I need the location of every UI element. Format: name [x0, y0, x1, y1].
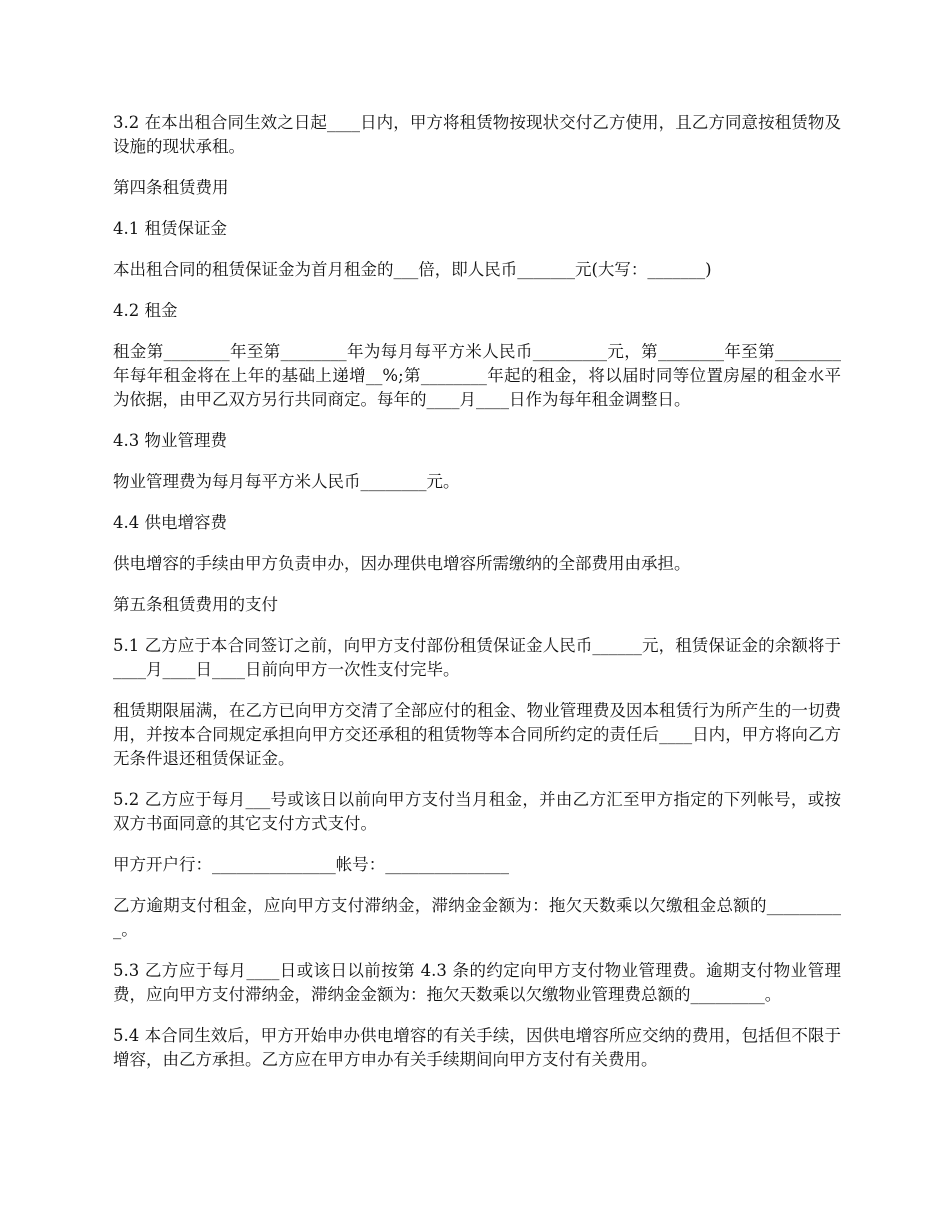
- deposit-paragraph: 本出租合同的租赁保证金为首月租金的___倍，即人民币_______元(大写：_______): [113, 260, 712, 279]
- clause-5-3: 5.3 乙方应于每月____日或该日以前按第 4.3 条的约定向甲方支付物业管理费。逾期支付物业管理费，应向甲方支付滞纳金，滞纳金金额为：拖欠天数乘以欠缴物业管理费总额的_________。: [113, 961, 841, 1004]
- article-5-heading: 第五条租赁费用的支付: [113, 595, 278, 614]
- clause-5-2: 5.2 乙方应于每月___号或该日以前向甲方支付当月租金，并由乙方汇至甲方指定的下列帐号，或按双方书面同意的其它支付方式支付。: [113, 790, 841, 833]
- section-4-2-heading: 4.2 租金: [113, 301, 178, 320]
- power-capacity-paragraph: 供电增容的手续由甲方负责申办，因办理供电增容所需缴纳的全部费用由承担。: [113, 554, 691, 573]
- section-4-3-heading: 4.3 物业管理费: [113, 431, 227, 450]
- deposit-refund-paragraph: 租赁期限届满，在乙方已向甲方交清了全部应付的租金、物业管理费及因本租赁行为所产生的一切费用，并按本合同规定承担向甲方交还承租的租赁物等本合同所约定的责任后____日内，甲方将向乙方无条件退还租赁保证金。: [113, 701, 841, 768]
- document-body: [113, 111, 841, 1089]
- rent-paragraph: 租金第________年至第________年为每月每平方米人民币_________元，第________年至第________年每年租金将在上年的基础上递增__%;第________年起的租金，将以届时同等位置房屋的租金水平为依据，由甲乙双方另行共同商定。每年的____月____日作为每年租金调整日。: [113, 342, 841, 409]
- management-fee-paragraph: 物业管理费为每月每平方米人民币________元。: [113, 472, 460, 491]
- clause-5-1: 5.1 乙方应于本合同签订之前，向甲方支付部份租赁保证金人民币______元，租赁保证金的余额将于____月____日____日前向甲方一次性支付完毕。: [113, 636, 841, 679]
- clause-5-4: 5.4 本合同生效后，甲方开始申办供电增容的有关手续，因供电增容所应交纳的费用，包括但不限于增容，由乙方承担。乙方应在甲方申办有关手续期间向甲方支付有关费用。: [113, 1026, 841, 1069]
- section-4-1-heading: 4.1 租赁保证金: [113, 219, 227, 238]
- clause-3-2: 3.2 在本出租合同生效之日起____日内，甲方将租赁物按现状交付乙方使用，且乙方同意按租赁物及设施的现状承租。: [113, 113, 841, 156]
- section-4-4-heading: 4.4 供电增容费: [113, 513, 227, 532]
- article-4-heading: 第四条租赁费用: [113, 178, 229, 197]
- bank-account-line: 甲方开户行：_______________帐号：_______________: [113, 855, 509, 874]
- late-rent-penalty-paragraph: 乙方逾期支付租金，应向甲方支付滞纳金，滞纳金金额为：拖欠天数乘以欠缴租金总额的__________。: [113, 896, 841, 939]
